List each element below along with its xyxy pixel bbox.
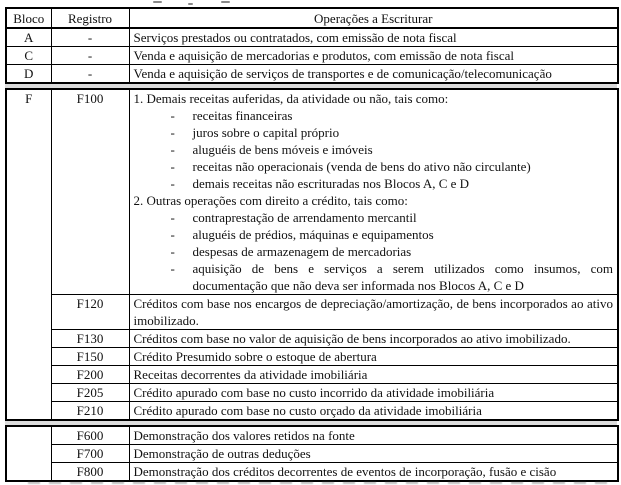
registro-cell: F150 bbox=[51, 348, 129, 366]
bloco-cell-f: F bbox=[6, 89, 51, 420]
operacao-cell: Créditos com base nos encargos de depreciação/amortização, de bens incorporados ao ativo imobilizado. bbox=[129, 295, 618, 330]
table-row-f100 bbox=[6, 89, 618, 295]
table-section-f600 bbox=[5, 425, 619, 482]
table-row-f120 bbox=[6, 295, 618, 330]
operacao-cell: Venda e aquisição de serviços de transportes e de comunicação/telecomunicação bbox=[129, 65, 618, 84]
table-row-f700 bbox=[6, 445, 618, 463]
table-section-acd bbox=[5, 7, 619, 84]
f100-item1-title: 1. Demais receitas auferidas, da atividade ou não, tais como: bbox=[133, 91, 449, 106]
hyphen-bullet: - bbox=[170, 108, 175, 123]
operacao-cell: Receitas decorrentes da atividade imobiliária bbox=[129, 366, 618, 384]
f100-item2-title: 2. Outras operações com direito a crédito, tais como: bbox=[133, 193, 408, 208]
operacao-cell: Crédito apurado com base no custo incorrido da atividade imobiliária bbox=[129, 384, 618, 402]
table-row-f205 bbox=[6, 384, 618, 402]
f100-item2-bullets bbox=[134, 209, 614, 294]
table-row-f210 bbox=[6, 402, 618, 421]
table-row-bloco-c bbox=[6, 47, 618, 65]
scan-artifact-top-1 bbox=[153, 1, 162, 3]
registro-cell: F120 bbox=[51, 295, 129, 330]
operacao-cell: Créditos com base no valor de aquisição de bens incorporados ao ativo imobilizado. bbox=[129, 330, 618, 348]
operacao-cell: Serviços prestados ou contratados, com emissão de nota fiscal bbox=[129, 28, 618, 47]
bloco-cell-empty bbox=[6, 426, 51, 481]
col-header-operacoes: Operações a Escriturar bbox=[129, 8, 618, 28]
f100-item1-bullets bbox=[134, 107, 614, 192]
bloco-cell: C bbox=[6, 47, 51, 65]
registro-cell: - bbox=[51, 47, 129, 65]
list-item: - aquisição de bens e serviços a serem utilizados como insumos, com documentação que não deva ser informada nos Blocos A, C e D bbox=[170, 261, 613, 293]
bloco-cell: D bbox=[6, 65, 51, 84]
table-row-f600 bbox=[6, 426, 618, 445]
scan-artifact-top-3 bbox=[221, 1, 230, 3]
registro-cell: F100 bbox=[51, 89, 129, 295]
hyphen-bullet: - bbox=[170, 159, 175, 174]
table-row-f800 bbox=[6, 463, 618, 482]
registro-cell: F800 bbox=[51, 463, 129, 482]
operacao-cell: Crédito apurado com base no custo orçado da atividade imobiliária bbox=[129, 402, 618, 421]
operacao-cell: Demonstração de outras deduções bbox=[129, 445, 618, 463]
operacao-cell: Crédito Presumido sobre o estoque de abertura bbox=[129, 348, 618, 366]
hyphen-bullet: - bbox=[170, 176, 175, 191]
list-item: - receitas financeiras bbox=[170, 108, 293, 123]
registro-cell: F210 bbox=[51, 402, 129, 421]
hyphen-bullet: - bbox=[170, 210, 175, 225]
header-row bbox=[6, 8, 618, 28]
hyphen-bullet: - bbox=[170, 227, 175, 242]
registro-cell: F130 bbox=[51, 330, 129, 348]
scan-artifact-bottom bbox=[28, 481, 614, 484]
operacao-cell: Venda e aquisição de mercadorias e produtos, com emissão de nota fiscal bbox=[129, 47, 618, 65]
table-row-bloco-a bbox=[6, 28, 618, 47]
table-section-f bbox=[5, 88, 619, 421]
blocos-registros-table bbox=[5, 7, 617, 482]
list-item: - juros sobre o capital próprio bbox=[170, 125, 340, 140]
registro-cell: F205 bbox=[51, 384, 129, 402]
registro-cell: - bbox=[51, 28, 129, 47]
col-header-bloco: Bloco bbox=[6, 8, 51, 28]
list-item: - despesas de armazenagem de mercadorias bbox=[170, 244, 412, 259]
list-item: - contraprestação de arrendamento mercantil bbox=[170, 210, 417, 225]
bloco-cell: A bbox=[6, 28, 51, 47]
table-row-f150 bbox=[6, 348, 618, 366]
hyphen-bullet: - bbox=[170, 125, 175, 140]
registro-cell: F600 bbox=[51, 426, 129, 445]
scan-artifact-top-2 bbox=[188, 3, 193, 5]
operacao-cell-f100 bbox=[129, 89, 618, 295]
col-header-registro: Registro bbox=[51, 8, 129, 28]
list-item: - receitas não operacionais (venda de bens do ativo não circulante) bbox=[170, 159, 531, 174]
list-item: - aluguéis de prédios, máquinas e equipamentos bbox=[170, 227, 434, 242]
table-row-f130 bbox=[6, 330, 618, 348]
registro-cell: - bbox=[51, 65, 129, 84]
hyphen-bullet: - bbox=[170, 142, 175, 157]
hyphen-bullet: - bbox=[170, 261, 175, 276]
operacao-cell: Demonstração dos valores retidos na fonte bbox=[129, 426, 618, 445]
list-item: - aluguéis de bens móveis e imóveis bbox=[170, 142, 373, 157]
table-row-f200 bbox=[6, 366, 618, 384]
registro-cell: F200 bbox=[51, 366, 129, 384]
table-row-bloco-d bbox=[6, 65, 618, 84]
registro-cell: F700 bbox=[51, 445, 129, 463]
list-item: - demais receitas não escrituradas nos Blocos A, C e D bbox=[170, 176, 470, 191]
hyphen-bullet: - bbox=[170, 244, 175, 259]
operacao-cell: Demonstração dos créditos decorrentes de eventos de incorporação, fusão e cisão bbox=[129, 463, 618, 482]
